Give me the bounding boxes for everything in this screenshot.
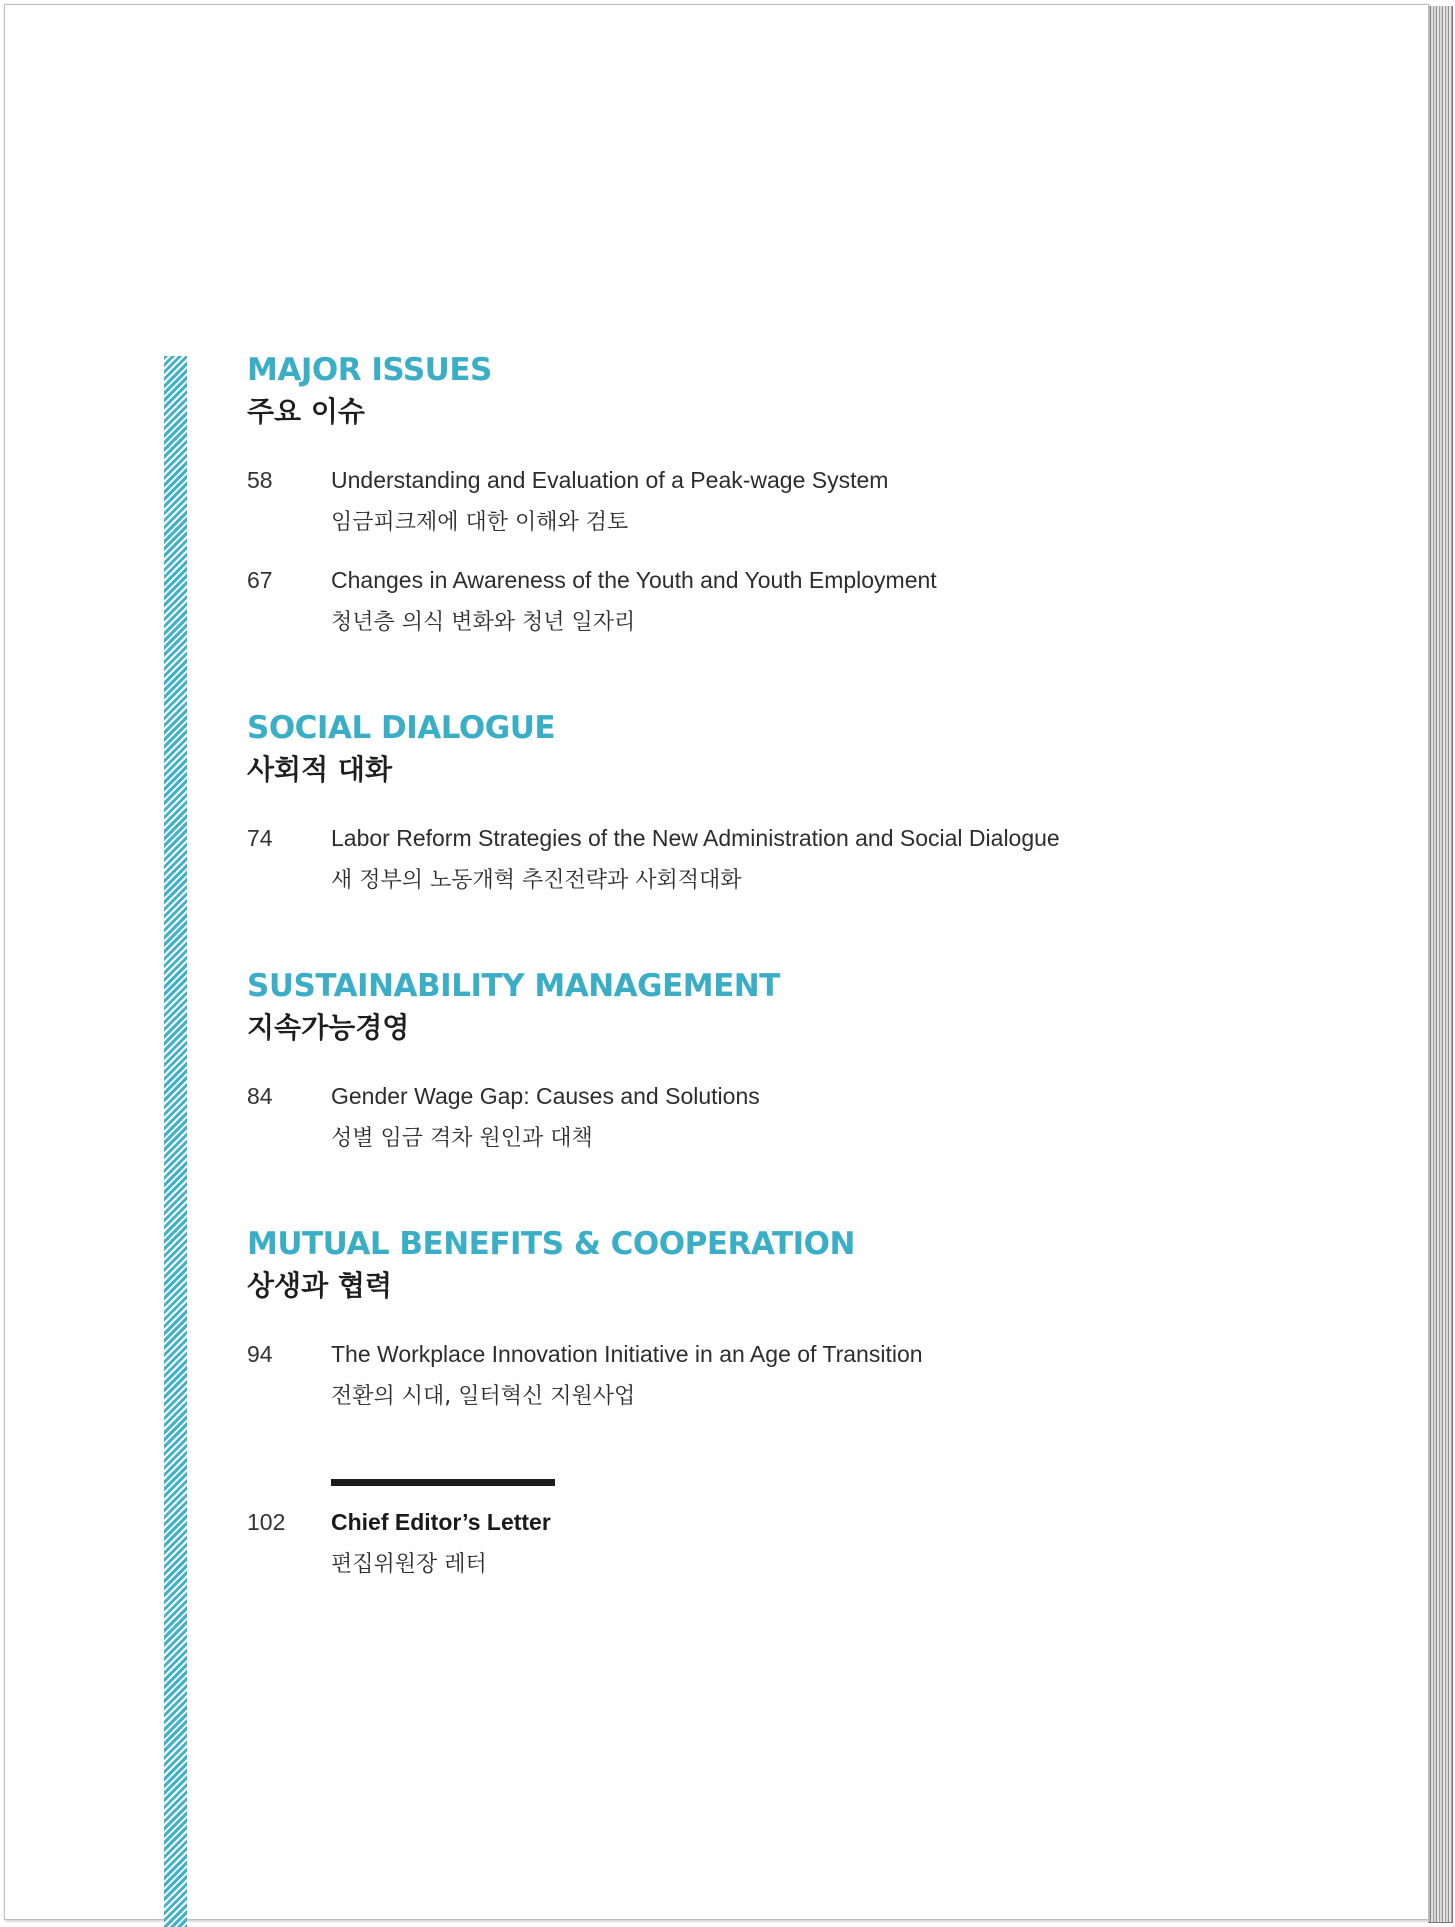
entry-title-en: Labor Reform Strategies of the New Administration and Social Dialogue xyxy=(331,825,1060,851)
entry-title-en: Changes in Awareness of the Youth and Youth Employment xyxy=(331,567,937,593)
section-title-ko: 상생과 협력 xyxy=(247,1269,392,1302)
editor-letter-rule xyxy=(331,1479,555,1486)
section-title-ko: 지속가능경영 xyxy=(247,1011,410,1044)
section-title-ko: 주요 이슈 xyxy=(247,395,365,428)
section-title-ko: 사회적 대화 xyxy=(247,753,392,786)
section-sustainability-management xyxy=(247,965,780,1049)
page-edges xyxy=(1428,6,1453,1923)
entry-page-number: 84 xyxy=(247,1083,273,1109)
accent-stripe-bar xyxy=(164,356,187,1927)
entry-title-en: Understanding and Evaluation of a Peak-wage System xyxy=(331,467,889,493)
entry-page-number: 67 xyxy=(247,567,273,593)
section-mutual-benefits-cooperation xyxy=(247,1223,855,1307)
entry-page-number: 102 xyxy=(247,1509,286,1535)
document-page xyxy=(4,4,1429,1920)
entry-title-ko: 성별 임금 격차 원인과 대책 xyxy=(331,1126,593,1151)
entry-title-ko: 전환의 시대, 일터혁신 지원사업 xyxy=(331,1384,636,1409)
section-title-en: SUSTAINABILITY MANAGEMENT xyxy=(247,968,780,1004)
section-major-issues xyxy=(247,349,492,433)
entry-title-ko: 임금피크제에 대한 이해와 검토 xyxy=(331,510,629,535)
entry-title-en: Chief Editor’s Letter xyxy=(331,1509,551,1535)
entry-title-en: Gender Wage Gap: Causes and Solutions xyxy=(331,1083,760,1109)
section-title-en: SOCIAL DIALOGUE xyxy=(247,710,556,746)
section-title-en: MAJOR ISSUES xyxy=(247,352,492,388)
entry-title-ko: 새 정부의 노동개혁 추진전략과 사회적대화 xyxy=(331,868,742,893)
entry-page-number: 74 xyxy=(247,825,273,851)
section-social-dialogue xyxy=(247,707,555,791)
entry-page-number: 94 xyxy=(247,1341,273,1367)
entry-title-ko: 편집위원장 레터 xyxy=(331,1552,487,1577)
entry-title-en: The Workplace Innovation Initiative in an Age of Transition xyxy=(331,1341,923,1367)
section-title-en: MUTUAL BENEFITS & COOPERATION xyxy=(247,1226,855,1262)
entry-title-ko: 청년층 의식 변화와 청년 일자리 xyxy=(331,610,636,635)
entry-page-number: 58 xyxy=(247,467,273,493)
